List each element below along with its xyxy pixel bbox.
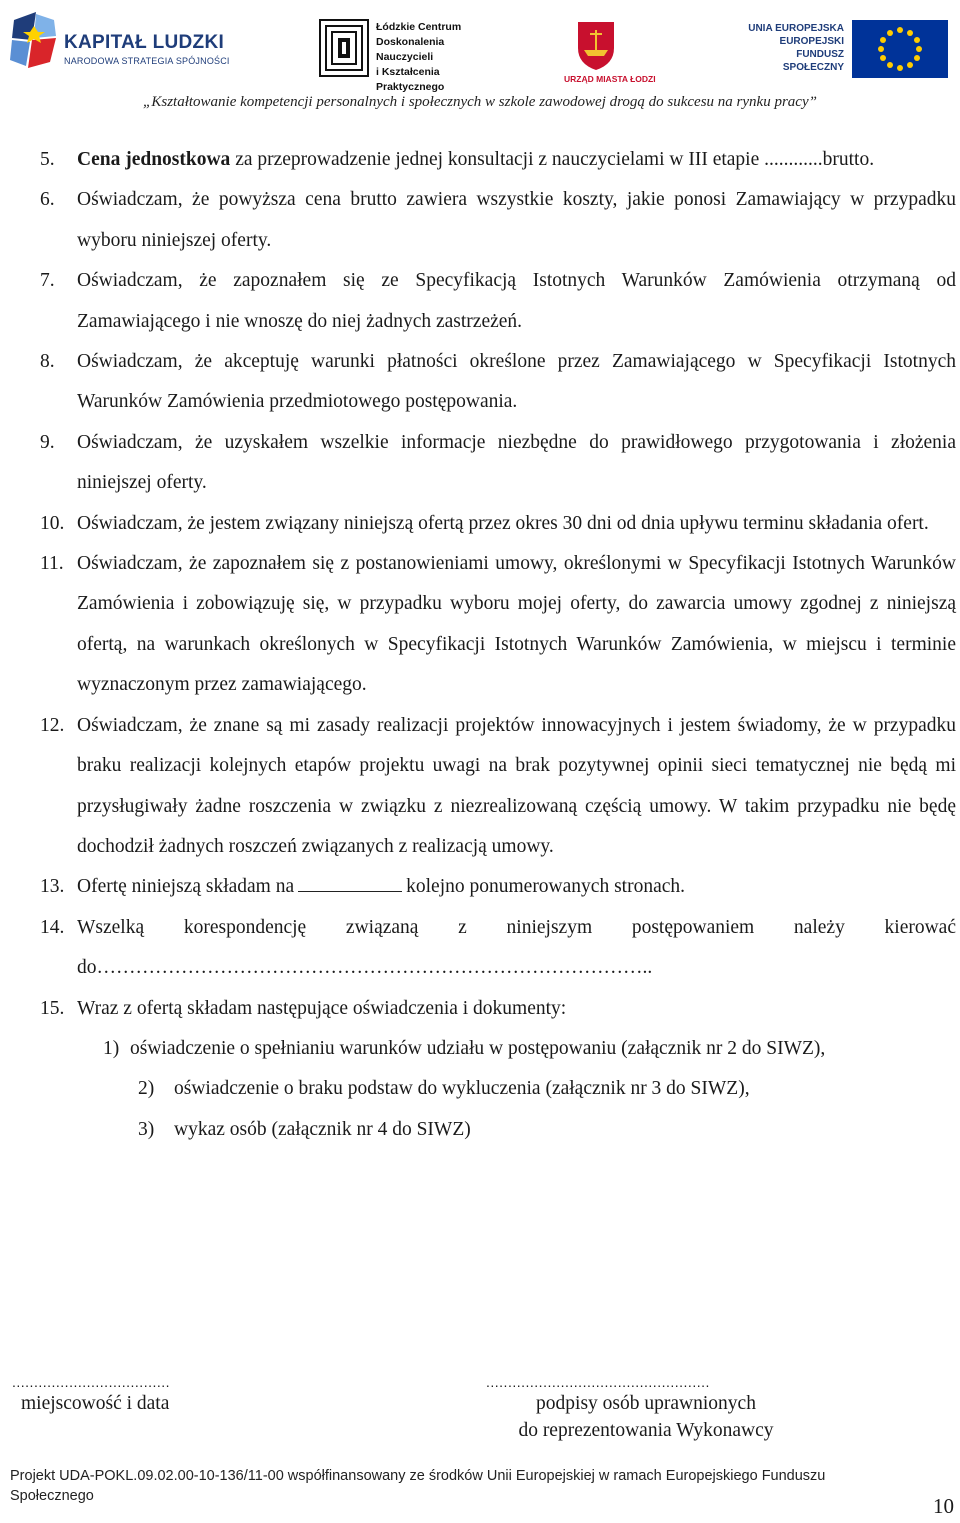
authorized-signature — [486, 1374, 806, 1444]
list-item — [40, 180, 956, 261]
sub-item-text: oświadczenie o braku podstaw do wykluczenia (załącznik nr 3 do SIWZ), — [174, 1078, 750, 1100]
item-number: 13. — [40, 876, 65, 898]
sub-item-number: 2) — [138, 1078, 155, 1100]
sub-item-number: 1) — [103, 1037, 120, 1059]
list-item — [40, 867, 956, 907]
signature-dots[interactable]: ................................................... — [486, 1374, 710, 1390]
project-motto: „Kształtowanie kompetencji personalnych i społecznych w szkole zawodowej drogą do sukcesu na rynku pracy” — [143, 94, 817, 110]
item-text: Oświadczam, że akceptuję warunki płatności określone przez Zamawiającego w Specyfikacji Istotnych Warunków Zamówienia przedmiotowego postępowania. — [77, 351, 956, 413]
project-footer: Projekt UDA-POKL.09.02.00-10-136/11-00 współfinansowany ze środków Unii Europejskiej w ramach Europejskiego Funduszu Społecznego — [10, 1468, 826, 1504]
item-number: 8. — [40, 351, 55, 373]
list-item — [40, 706, 956, 868]
item-text: Oświadczam, że zapoznałem się z postanowieniami umowy, określonymi w Specyfikacji Istotnych Warunków Zamówienia i zobowiązuję się, w przypadku wyboru mojej oferty, do zawarcia umowy zgodnej z niniejszą ofertą, na warunkach określonych w Specyfikacji Istotnych Warunków Zamówienia, w miejscu i terminie wyznaczonym przez zamawiającego. — [77, 553, 956, 696]
place-date-signature — [12, 1374, 170, 1417]
item-text: Wszelką korespondencję związaną z niniejszym postępowaniem należy kierować do………………………………………………………………………….. — [77, 916, 956, 979]
item-text: za przeprowadzenie jednej konsultacji z nauczycielami w III etapie ............brutto. — [230, 149, 875, 170]
eu-efs-logo — [748, 18, 948, 78]
place-date-dots[interactable]: .................................... — [12, 1374, 171, 1390]
page-number: 10 — [933, 1494, 954, 1518]
item-text: Oświadczam, że zapoznałem się ze Specyfikacją Istotnych Warunków Zamówienia otrzymaną od Zamawiającego i nie wnoszę do niej żadnych zastrzeżeń. — [77, 270, 956, 332]
urzad-miasta-lodzi-name: URZĄD MIASTA ŁODZI — [564, 74, 656, 84]
list-item — [40, 544, 956, 706]
list-item — [40, 423, 956, 504]
lodz-coat-of-arms-icon — [556, 20, 636, 72]
list-item — [40, 140, 956, 180]
item-text: Oświadczam, że znane są mi zasady realizacji projektów innowacyjnych i jestem świadomy, że w przypadku braku realizacji kolejnych etapów projektu uwagi na brak pozytywnej opinii sieci tematycznej nie będą mi przysługiwały żadne roszczenia w związku z niezrealizowaną częścią umowy. W takim przypadku nie będę dochodził żadnych roszczeń związanych z realizacją umowy. — [77, 714, 956, 857]
item-text: Oświadczam, że uzyskałem wszelkie informacje niezbędne do prawidłowego przygotowania i złożenia niniejszej oferty. — [77, 431, 956, 494]
item-text-after: kolejno ponumerowanych stronach. — [406, 876, 686, 898]
list-item — [40, 504, 956, 544]
list-item — [40, 342, 956, 423]
lcdn-name: Łódzkie Centrum Doskonalenia Nauczycieli i Kształcenia Praktycznego — [376, 21, 462, 93]
item-number: 14. — [40, 916, 65, 938]
eu-flag-icon — [852, 20, 948, 78]
sub-list-item — [40, 1069, 956, 1109]
lcdn-logo — [318, 18, 478, 93]
item-number: 6. — [40, 189, 55, 211]
header-logos — [0, 8, 960, 93]
signature-label-line1: podpisy osób uprawnionych — [536, 1393, 756, 1414]
place-date-label: miejscowość i data — [21, 1393, 170, 1414]
list-item — [40, 989, 956, 1029]
kapital-ludzki-subtitle: NARODOWA STRATEGIA SPÓJNOŚCI — [64, 56, 230, 66]
signature-label-line2: do reprezentowania Wykonawcy — [518, 1420, 774, 1441]
item-text: Oświadczam, że powyższa cena brutto zawiera wszystkie koszty, jakie ponosi Zamawiający w przypadku wyboru niniejszej oferty. — [77, 189, 956, 251]
item-number: 7. — [40, 270, 55, 292]
sub-item-text: wykaz osób (załącznik nr 4 do SIWZ) — [174, 1118, 471, 1140]
item-text-before: Ofertę niniejszą składam na — [77, 876, 295, 898]
item-text: Wraz z ofertą składam następujące oświadczenia i dokumenty: — [77, 997, 567, 1019]
item-number: 15. — [40, 997, 65, 1019]
lcdn-emblem-icon — [318, 18, 370, 78]
item-number: 12. — [40, 714, 65, 736]
sub-list-item — [40, 1029, 956, 1069]
kapital-ludzki-title: KAPITAŁ LUDZKI — [64, 32, 225, 53]
page-count-blank-field[interactable] — [298, 873, 402, 892]
item-number: 10. — [40, 512, 65, 534]
urzad-miasta-lodzi-logo — [556, 20, 656, 90]
sub-item-number: 3) — [138, 1118, 155, 1140]
item-number: 9. — [40, 431, 55, 453]
item-number: 11. — [40, 553, 64, 575]
eu-efs-name: UNIA EUROPEJSKA EUROPEJSKI FUNDUSZ SPOŁECZNY — [748, 23, 844, 73]
item-text: Oświadczam, że jestem związany niniejszą ofertą przez okres 30 dni od dnia upływu terminu składania ofert. — [77, 512, 929, 534]
declarations-list — [40, 140, 956, 1150]
kapital-ludzki-logo — [10, 10, 230, 80]
kapital-ludzki-emblem-icon — [10, 10, 60, 76]
list-item — [40, 261, 956, 342]
sub-list-item — [40, 1110, 956, 1150]
sub-item-text: oświadczenie o spełnianiu warunków udziału w postępowaniu (załącznik nr 2 do SIWZ), — [130, 1037, 826, 1059]
item-bold-text: Cena jednostkowa — [77, 149, 231, 170]
list-item — [40, 908, 956, 989]
item-number: 5. — [40, 149, 55, 170]
